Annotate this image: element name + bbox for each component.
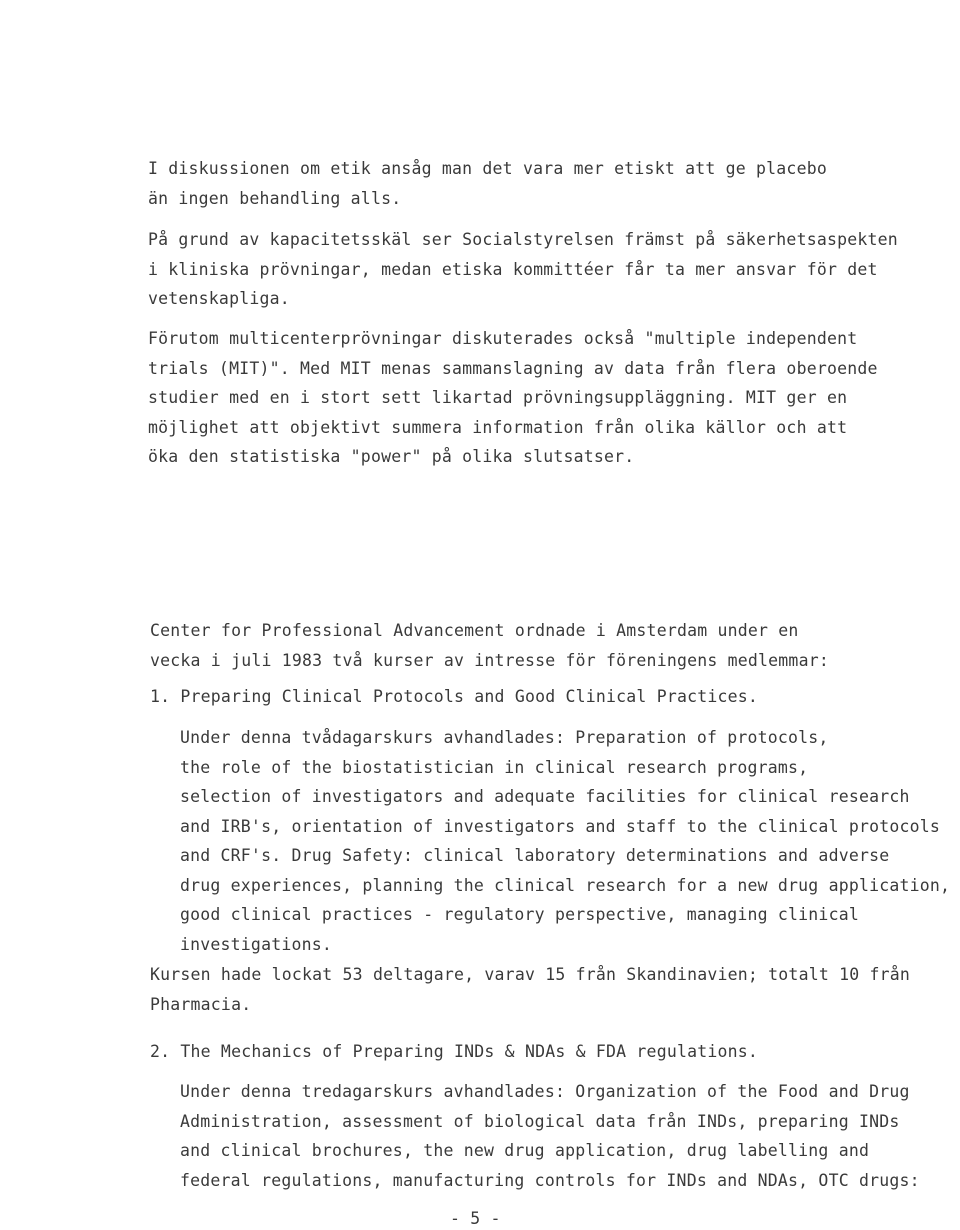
text-line: I diskussionen om etik ansåg man det vara mer etiskt att ge placebo <box>148 159 827 178</box>
text-line: federal regulations, manufacturing controls for INDs and NDAs, OTC drugs: <box>180 1170 920 1190</box>
course-item-1-title <box>150 686 758 708</box>
text-line: öka den statistiska "power" på olika slutsatser. <box>148 447 635 466</box>
text-line: Administration, assessment of biological data från INDs, preparing INDs <box>180 1111 900 1131</box>
course-title: 2. The Mechanics of Preparing INDs & NDAs & FDA regulations. <box>150 1042 759 1061</box>
text-line: selection of investigators and adequate facilities for clinical research <box>180 787 910 806</box>
text-line: good clinical practices - regulatory perspective, managing clinical <box>180 905 859 924</box>
paragraph-socialstyrelsen <box>148 229 898 318</box>
text-line: and IRB's, orientation of investigators and staff to the clinical protocols <box>180 816 941 836</box>
text-line: studier med en i stort sett likartad prövningsuppläggning. MIT ger en <box>148 388 848 407</box>
paragraph-courses-intro <box>150 620 829 679</box>
page-number: - 5 - <box>450 1209 501 1228</box>
text-line: vecka i juli 1983 två kurser av intresse för föreningens medlemmar: <box>150 650 829 670</box>
course-title: 1. Preparing Clinical Protocols and Good Clinical Practices. <box>150 687 759 706</box>
text-line: and clinical brochures, the new drug application, drug labelling and <box>180 1141 870 1160</box>
text-line: investigations. <box>180 934 333 954</box>
text-line: än ingen behandling alls. <box>148 188 402 208</box>
text-line: Pharmacia. <box>150 994 252 1014</box>
text-line: Under denna tredagarskurs avhandlades: Organization of the Food and Drug <box>180 1082 910 1101</box>
text-line: trials (MIT)". Med MIT menas sammanslagning av data från flera oberoende <box>148 358 878 378</box>
text-line: and CRF's. Drug Safety: clinical laboratory determinations and adverse <box>180 846 890 865</box>
text-line: Under denna tvådagarskurs avhandlades: Preparation of protocols, <box>180 728 829 747</box>
text-line: På grund av kapacitetsskäl ser Socialstyrelsen främst på säkerhetsaspekten <box>148 230 898 249</box>
text-line: drug experiences, planning the clinical research for a new drug application, <box>180 875 951 895</box>
course-item-2-title <box>150 1041 758 1063</box>
text-line: Center for Professional Advancement ordnade i Amsterdam under en <box>150 621 799 640</box>
text-line: i kliniska prövningar, medan etiska kommittéer får ta mer ansvar för det <box>148 259 878 279</box>
text-line: Förutom multicenterprövningar diskuterades också "multiple independent <box>148 329 858 348</box>
text-line: the role of the biostatistician in clinical research programs, <box>180 757 809 777</box>
paragraph-mit <box>148 328 878 476</box>
course-item-1-summary <box>150 964 910 1023</box>
text-line: Kursen hade lockat 53 deltagare, varav 15 från Skandinavien; totalt 10 från <box>150 965 911 984</box>
text-line: möjlighet att objektivt summera information från olika källor och att <box>148 417 848 437</box>
course-item-1-description <box>180 727 950 963</box>
paragraph-placebo <box>148 158 827 217</box>
text-line: vetenskapliga. <box>148 289 290 308</box>
course-item-2-description <box>180 1081 920 1199</box>
